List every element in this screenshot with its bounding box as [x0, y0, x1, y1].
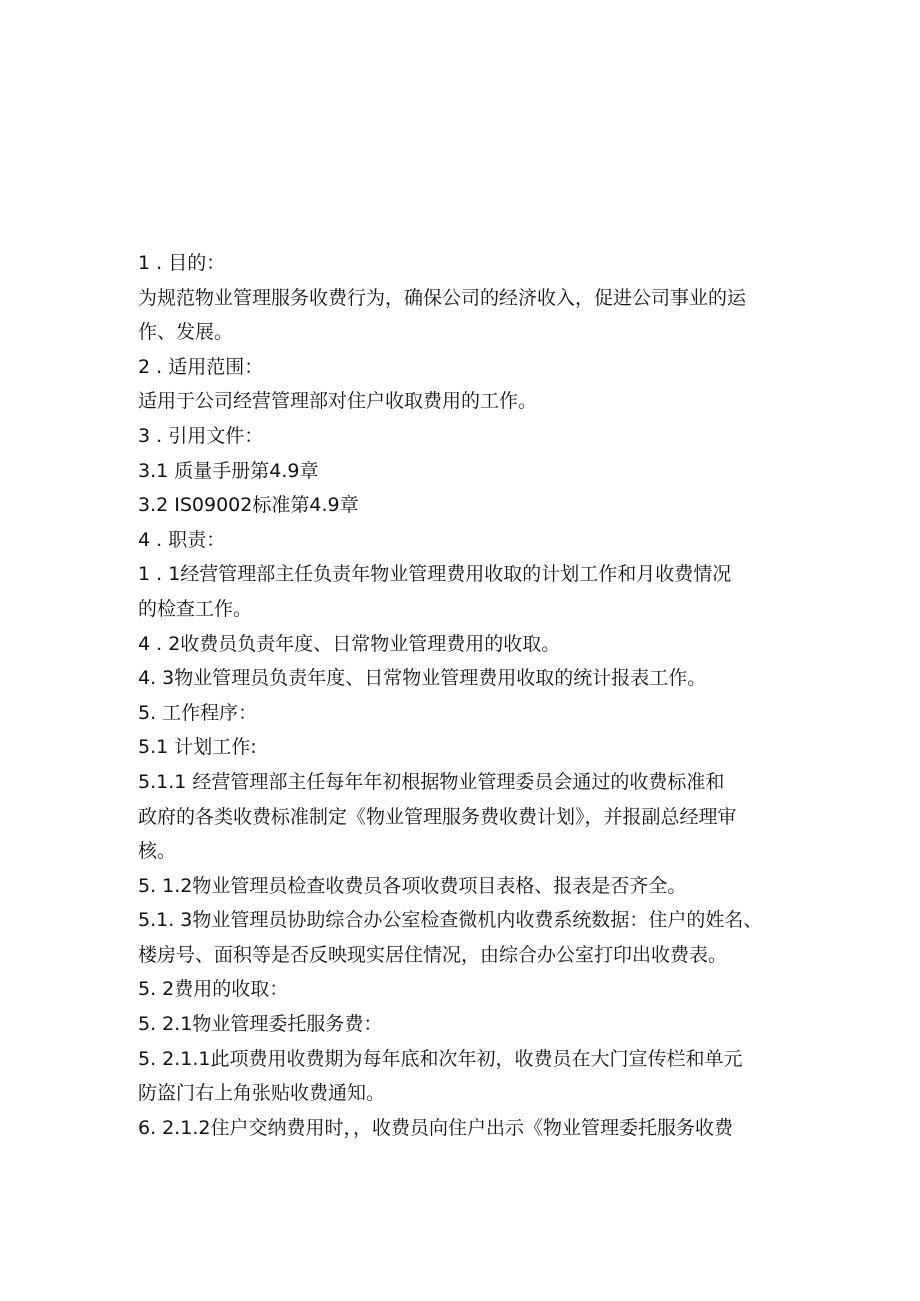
paragraph-line: 5.1. 3物业管理员协助综合办公室检查微机内收费系统数据：住户的姓名、: [138, 909, 763, 932]
section-4-heading: 4 . 职责：: [138, 528, 226, 551]
paragraph-line: 适用于公司经营管理部对住户收取费用的工作。: [138, 390, 538, 413]
paragraph-line: 5. 2.1.1此项费用收费期为每年底和次年初，收费员在大门宣传栏和单元: [138, 1047, 743, 1070]
paragraph-line: 作、发展。: [138, 321, 234, 344]
subsection-heading: 5. 2费用的收取：: [138, 978, 289, 1001]
section-1-heading: 1 . 目的：: [138, 252, 226, 274]
paragraph-line: 5. 1.2物业管理员检查收费员各项收费项目表格、报表是否齐全。: [138, 874, 687, 897]
paragraph-line: 核。: [138, 840, 177, 863]
paragraph-line: 防盗门右上角张贴收费通知。: [138, 1082, 386, 1105]
paragraph-line: 政府的各类收费标准制定《物业管理服务费收费计划》，并报副总经理审: [138, 805, 737, 828]
paragraph-line: 5.1.1 经营管理部主任每年年初根据物业管理委员会通过的收费标准和: [138, 770, 725, 793]
section-3-heading: 3 . 引用文件：: [138, 424, 264, 447]
paragraph-line: 4. 3物业管理员负责年度、日常物业管理费用收取的统计报表工作。: [138, 667, 707, 690]
subsection-heading: 5.1 计划工作:: [138, 736, 257, 759]
list-item: 3.1 质量手册第4.9章: [138, 459, 319, 482]
paragraph-line: 的检查工作。: [138, 597, 253, 620]
paragraph-line: 5. 2.1物业管理委托服务费：: [138, 1013, 383, 1036]
list-item: 3.2 IS09002标准第4.9章: [138, 494, 359, 517]
section-5-heading: 5. 工作程序：: [138, 701, 258, 724]
paragraph-line: 4 . 2收费员负责年度、日常物业管理费用的收取。: [138, 632, 561, 655]
section-2-heading: 2 . 适用范围：: [138, 355, 264, 378]
paragraph-line: 楼房号、面积等是否反映现实居住情况，由综合办公室打印出收费表。: [138, 943, 728, 966]
paragraph-line: 1 . 1经营管理部主任负责年物业管理费用收取的计划工作和月收费情况: [138, 563, 732, 586]
document-body: [138, 246, 800, 1145]
paragraph-line: 6. 2.1.2住户交纳费用时，，收费员向住户出示《物业管理委托服务收费: [138, 1116, 734, 1139]
paragraph-line: 为规范物业管理服务收费行为，确保公司的经济收入，促进公司事业的运: [138, 286, 747, 309]
